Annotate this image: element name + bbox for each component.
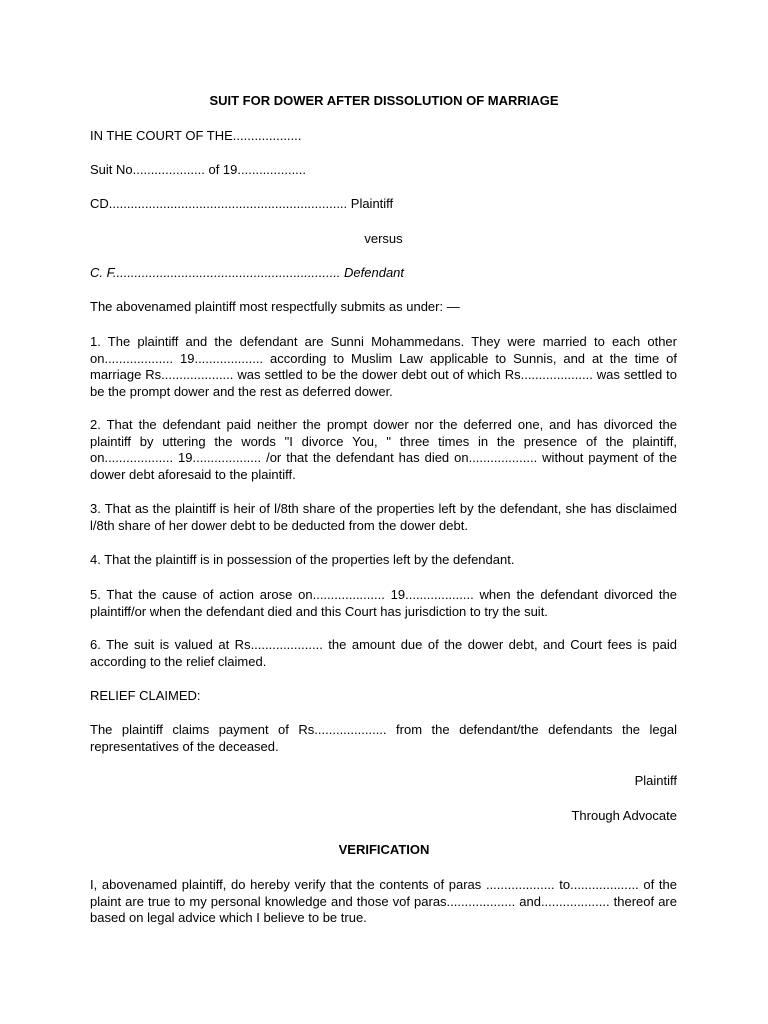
paragraph-5: 5. That the cause of action arose on.................... 19................... when the defendant divorced the plaintiff/or when the defendant died and this Court has jurisdiction to try the suit. [90, 587, 677, 619]
paragraph-2: 2. That the defendant paid neither the prompt dower nor the deferred one, and has divorced the plaintiff by uttering the words "I divorce You, " three times in the presence of the plaintiff, on................... 19................... /or that the defendant has died on................... without payment of the dower debt aforesaid to the plaintiff. [90, 417, 677, 483]
paragraph-1: 1. The plaintiff and the defendant are Sunni Mohammedans. They were married to each other on................... 19................... according to Muslim Law applicable to Sunnis, and at the time of marriage Rs.................... was settled to be the dower debt out of which Rs.................... was settled to be the prompt dower and the rest as deferred dower. [90, 334, 677, 400]
signature-advocate: Through Advocate [571, 808, 677, 823]
signature-plaintiff: Plaintiff [634, 773, 677, 788]
court-line: IN THE COURT OF THE................... [90, 128, 302, 143]
versus-text: versus [364, 231, 403, 246]
paragraph-3: 3. That as the plaintiff is heir of l/8th share of the properties left by the defendant, she has disclaimed l/8th share of her dower debt to be deducted from the dower debt. [90, 501, 677, 533]
suit-number-line: Suit No.................... of 19................... [90, 162, 307, 177]
verification-text: I, abovenamed plaintiff, do hereby verify that the contents of paras ................... to................... of the plaint are true to my personal knowledge and those vof paras................... and................... thereof are based on legal advice which I believe to be true. [90, 877, 677, 926]
intro-text: The abovenamed plaintiff most respectfully submits as under: — [90, 299, 460, 314]
paragraph-6: 6. The suit is valued at Rs.................... the amount due of the dower debt, and Court fees is paid according to the relief claimed. [90, 637, 677, 669]
relief-text: The plaintiff claims payment of Rs.................... from the defendant/the defendants the legal representatives of the deceased. [90, 722, 677, 754]
verification-heading: VERIFICATION [338, 842, 430, 857]
relief-heading: RELIEF CLAIMED: [90, 688, 201, 703]
defendant-line: C. F............................................................... Defendant [90, 265, 405, 280]
paragraph-4: 4. That the plaintiff is in possession of the properties left by the defendant. [90, 552, 515, 567]
document-title: SUIT FOR DOWER AFTER DISSOLUTION OF MARRIAGE [209, 93, 559, 108]
plaintiff-line: CD.................................................................. Plaintiff [90, 196, 394, 211]
